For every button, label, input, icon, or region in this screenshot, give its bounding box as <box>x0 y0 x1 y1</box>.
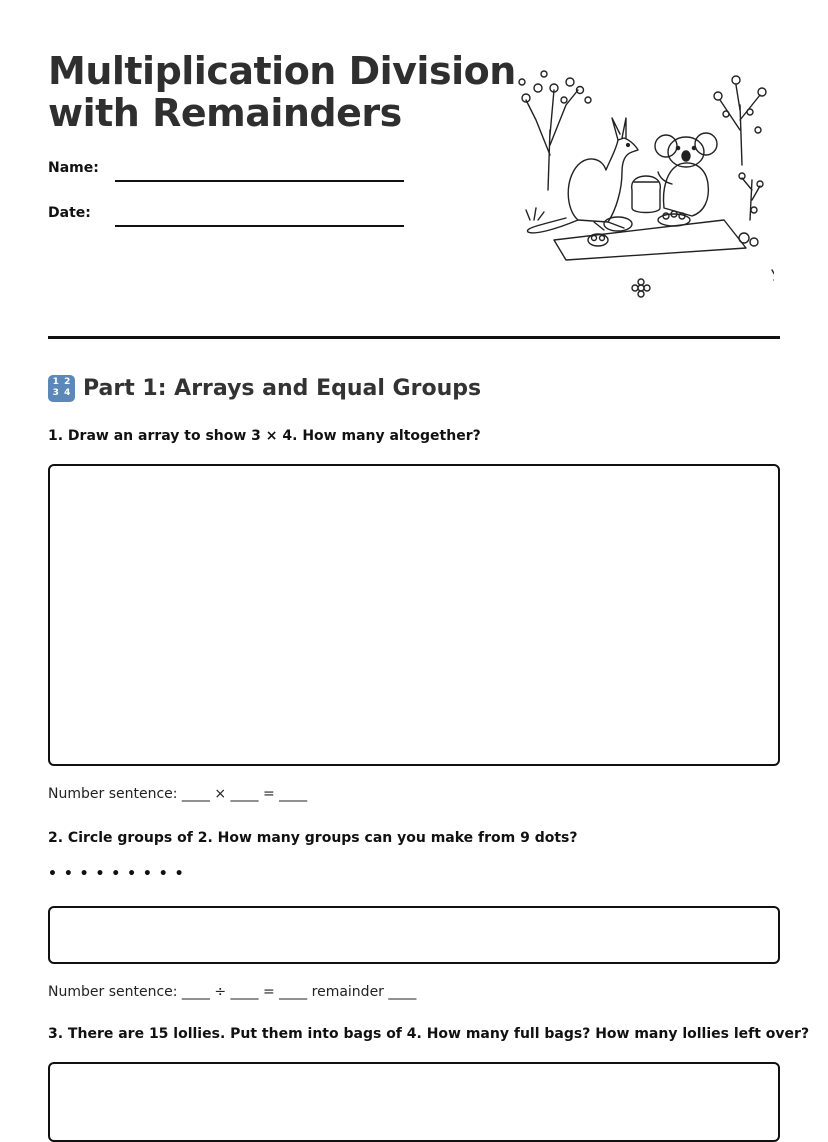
part-1-title: Part 1: Arrays and Equal Groups <box>83 375 482 401</box>
title-line-2: with Remainders <box>48 91 402 135</box>
date-label: Date: <box>48 205 91 221</box>
name-label: Name: <box>48 160 99 176</box>
name-field[interactable] <box>48 160 408 190</box>
question-3-answer-box[interactable] <box>48 1062 780 1142</box>
kangaroo-koala-picnic-illustration <box>514 60 774 305</box>
header-divider <box>48 336 780 339</box>
name-line[interactable] <box>115 180 404 182</box>
date-field[interactable] <box>48 205 408 235</box>
flower-cluster-left <box>519 71 591 103</box>
keycap-1234-icon: 1 2 3 4 <box>48 375 75 402</box>
question-3-prompt: 3. There are 15 lollies. Put them into bags of 4. How many full bags? How many lollies left over? <box>48 1026 810 1042</box>
worksheet-page <box>48 0 810 1118</box>
question-1-number-sentence: Number sentence: ____ × ____ = ____ <box>48 786 308 802</box>
nine-dots[interactable]: • • • • • • • • • <box>48 866 185 882</box>
question-2-number-sentence: Number sentence: ____ ÷ ____ = ____ remainder ____ <box>48 984 417 1000</box>
title-line-1: Multiplication Division <box>48 49 516 93</box>
question-2-prompt: 2. Circle groups of 2. How many groups can you make from 9 dots? <box>48 830 578 846</box>
question-2-answer-box[interactable] <box>48 906 780 964</box>
question-1-answer-box[interactable] <box>48 464 780 766</box>
question-1-prompt: 1. Draw an array to show 3 × 4. How many altogether? <box>48 428 481 444</box>
worksheet-title <box>48 50 518 134</box>
date-line[interactable] <box>115 225 404 227</box>
part-1-heading <box>48 372 481 404</box>
ground-flower <box>632 279 650 297</box>
